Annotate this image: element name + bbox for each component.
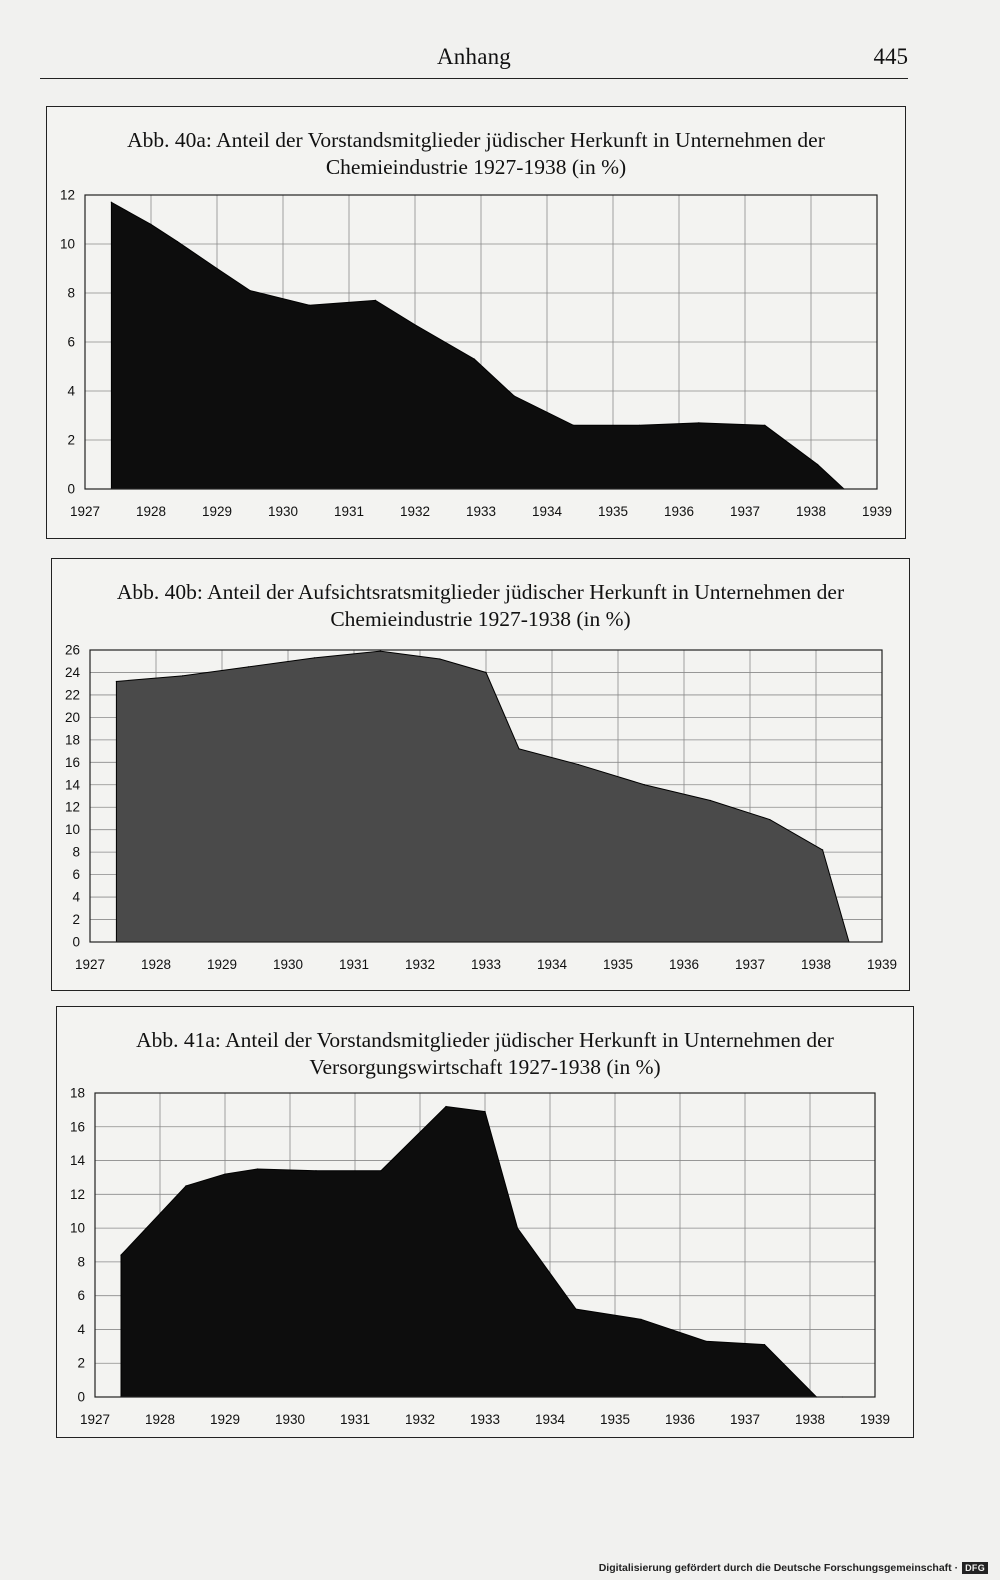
- chart-title-line-2: Chemieindustrie 1927-1938 (in %): [325, 155, 627, 179]
- x-tick-label: 1934: [536, 957, 568, 972]
- data-point: [484, 1111, 485, 1112]
- x-tick-label: 1935: [597, 504, 629, 519]
- y-tick-label: 6: [77, 1288, 85, 1304]
- x-tick-label: 1935: [602, 957, 634, 972]
- data-point: [380, 1170, 381, 1171]
- footer-credit: [599, 1562, 988, 1574]
- data-point: [474, 359, 475, 360]
- x-tick-label: 1928: [140, 957, 172, 972]
- y-tick-label: 10: [69, 1220, 85, 1236]
- data-point: [764, 1344, 765, 1345]
- x-tick-label: 1928: [144, 1412, 176, 1427]
- chart-41a: [56, 1006, 914, 1438]
- chart-40b: [51, 558, 910, 991]
- y-tick-label: 10: [59, 236, 75, 252]
- y-tick-label: 8: [72, 844, 80, 860]
- x-tick-label: 1930: [274, 1412, 306, 1427]
- x-tick-label: 1927: [69, 504, 101, 519]
- y-tick-label: 12: [69, 1186, 85, 1202]
- data-point: [640, 1319, 641, 1320]
- y-tick-label: 2: [72, 912, 80, 928]
- x-tick-label: 1937: [734, 957, 766, 972]
- chart-title-line-1: Abb. 40b: Anteil der Aufsichtsratsmitglieder jüdischer Herkunft in Unternehmen der: [116, 580, 845, 604]
- data-point: [822, 849, 823, 850]
- x-tick-label: 1936: [664, 1412, 696, 1427]
- y-tick-label: 12: [64, 799, 80, 815]
- x-tick-label: 1933: [470, 957, 502, 972]
- chart-41a-plot: [57, 1007, 915, 1439]
- y-tick-label: 6: [67, 334, 75, 350]
- data-point: [111, 202, 112, 203]
- x-tick-label: 1935: [599, 1412, 631, 1427]
- chart-40a-plot: [47, 107, 907, 540]
- x-tick-label: 1932: [399, 504, 431, 519]
- y-tick-label: 10: [64, 822, 80, 838]
- data-point: [315, 1170, 316, 1171]
- x-tick-label: 1933: [465, 504, 497, 519]
- data-point: [116, 681, 117, 682]
- y-tick-label: 18: [69, 1085, 85, 1101]
- y-tick-label: 2: [77, 1355, 85, 1371]
- y-tick-label: 2: [67, 432, 75, 448]
- data-point: [309, 305, 310, 306]
- y-tick-label: 0: [72, 934, 80, 950]
- data-point: [644, 784, 645, 785]
- x-tick-label: 1936: [663, 504, 695, 519]
- y-tick-label: 4: [67, 383, 75, 399]
- data-point: [439, 658, 440, 659]
- data-point: [817, 464, 818, 465]
- x-tick-label: 1929: [201, 504, 233, 519]
- footer-credit-text: Digitalisierung gefördert durch die Deutsche Forschungsgemeinschaft ·: [598, 1562, 959, 1574]
- data-point: [445, 1106, 446, 1107]
- data-point: [182, 675, 183, 676]
- running-head: [40, 40, 908, 79]
- x-tick-label: 1936: [668, 957, 700, 972]
- y-tick-label: 14: [69, 1153, 85, 1169]
- y-tick-label: 26: [64, 642, 80, 658]
- data-point: [575, 1309, 576, 1310]
- x-tick-label: 1928: [135, 504, 167, 519]
- data-point: [639, 425, 640, 426]
- data-point: [705, 1341, 706, 1342]
- data-point: [224, 1173, 225, 1174]
- y-tick-label: 16: [64, 754, 80, 770]
- chart-title-line-1: Abb. 41a: Anteil der Vorstandsmitglieder jüdischer Herkunft in Unternehmen der: [136, 1028, 834, 1052]
- chart-title-line-2: Versorgungswirtschaft 1927-1938 (in %): [309, 1055, 661, 1079]
- x-tick-label: 1932: [404, 957, 436, 972]
- x-tick-label: 1933: [469, 1412, 501, 1427]
- page-number: 445: [873, 44, 908, 69]
- y-tick-label: 8: [67, 285, 75, 301]
- y-tick-label: 8: [77, 1254, 85, 1270]
- x-tick-label: 1934: [534, 1412, 566, 1427]
- y-tick-label: 6: [72, 867, 80, 883]
- x-tick-label: 1929: [209, 1412, 241, 1427]
- y-tick-label: 0: [67, 481, 75, 497]
- data-point: [769, 819, 770, 820]
- data-point: [380, 651, 381, 652]
- data-point: [710, 800, 711, 801]
- y-tick-label: 18: [64, 732, 80, 748]
- data-point: [249, 290, 250, 291]
- x-tick-label: 1938: [800, 957, 832, 972]
- y-tick-label: 14: [64, 777, 80, 793]
- data-point: [375, 300, 376, 301]
- data-point: [573, 425, 574, 426]
- x-tick-label: 1929: [206, 957, 238, 972]
- y-tick-label: 4: [77, 1321, 85, 1337]
- data-point: [578, 764, 579, 765]
- chart-title-line-2: Chemieindustrie 1927-1938 (in %): [330, 607, 631, 631]
- data-point: [216, 268, 217, 269]
- data-point: [314, 657, 315, 658]
- x-tick-label: 1938: [795, 504, 827, 519]
- data-point: [185, 1185, 186, 1186]
- dfg-logo: DFG: [962, 1562, 988, 1574]
- x-tick-label: 1930: [267, 504, 299, 519]
- y-tick-label: 16: [69, 1119, 85, 1135]
- data-point: [485, 672, 486, 673]
- y-tick-label: 12: [59, 187, 75, 203]
- x-tick-label: 1927: [74, 957, 106, 972]
- x-tick-label: 1931: [339, 1412, 371, 1427]
- data-point: [764, 425, 765, 426]
- data-point: [257, 1168, 258, 1169]
- y-tick-label: 20: [64, 709, 80, 725]
- x-tick-label: 1931: [338, 957, 370, 972]
- chart-40b-plot: [52, 559, 911, 992]
- y-tick-label: 0: [77, 1389, 85, 1405]
- y-tick-label: 4: [72, 889, 80, 905]
- area-series: [111, 202, 844, 489]
- data-point: [517, 1228, 518, 1229]
- chart-title-line-1: Abb. 40a: Anteil der Vorstandsmitglieder jüdischer Herkunft in Unternehmen der: [127, 128, 825, 152]
- data-point: [518, 748, 519, 749]
- data-point: [698, 422, 699, 423]
- x-tick-label: 1937: [729, 504, 761, 519]
- x-tick-label: 1939: [866, 957, 898, 972]
- data-point: [248, 666, 249, 667]
- y-tick-label: 22: [64, 687, 80, 703]
- x-tick-label: 1938: [794, 1412, 826, 1427]
- chart-40a: [46, 106, 906, 539]
- x-tick-label: 1931: [333, 504, 365, 519]
- data-point: [150, 224, 151, 225]
- x-tick-label: 1937: [729, 1412, 761, 1427]
- x-tick-label: 1939: [859, 1412, 891, 1427]
- x-tick-label: 1934: [531, 504, 563, 519]
- data-point: [120, 1255, 121, 1256]
- x-tick-label: 1930: [272, 957, 304, 972]
- x-tick-label: 1939: [861, 504, 893, 519]
- x-tick-label: 1927: [79, 1412, 111, 1427]
- data-point: [177, 241, 178, 242]
- y-tick-label: 24: [64, 664, 80, 680]
- x-tick-label: 1932: [404, 1412, 436, 1427]
- data-point: [513, 395, 514, 396]
- running-title: Anhang: [436, 44, 512, 69]
- area-series: [121, 1107, 843, 1397]
- data-point: [414, 324, 415, 325]
